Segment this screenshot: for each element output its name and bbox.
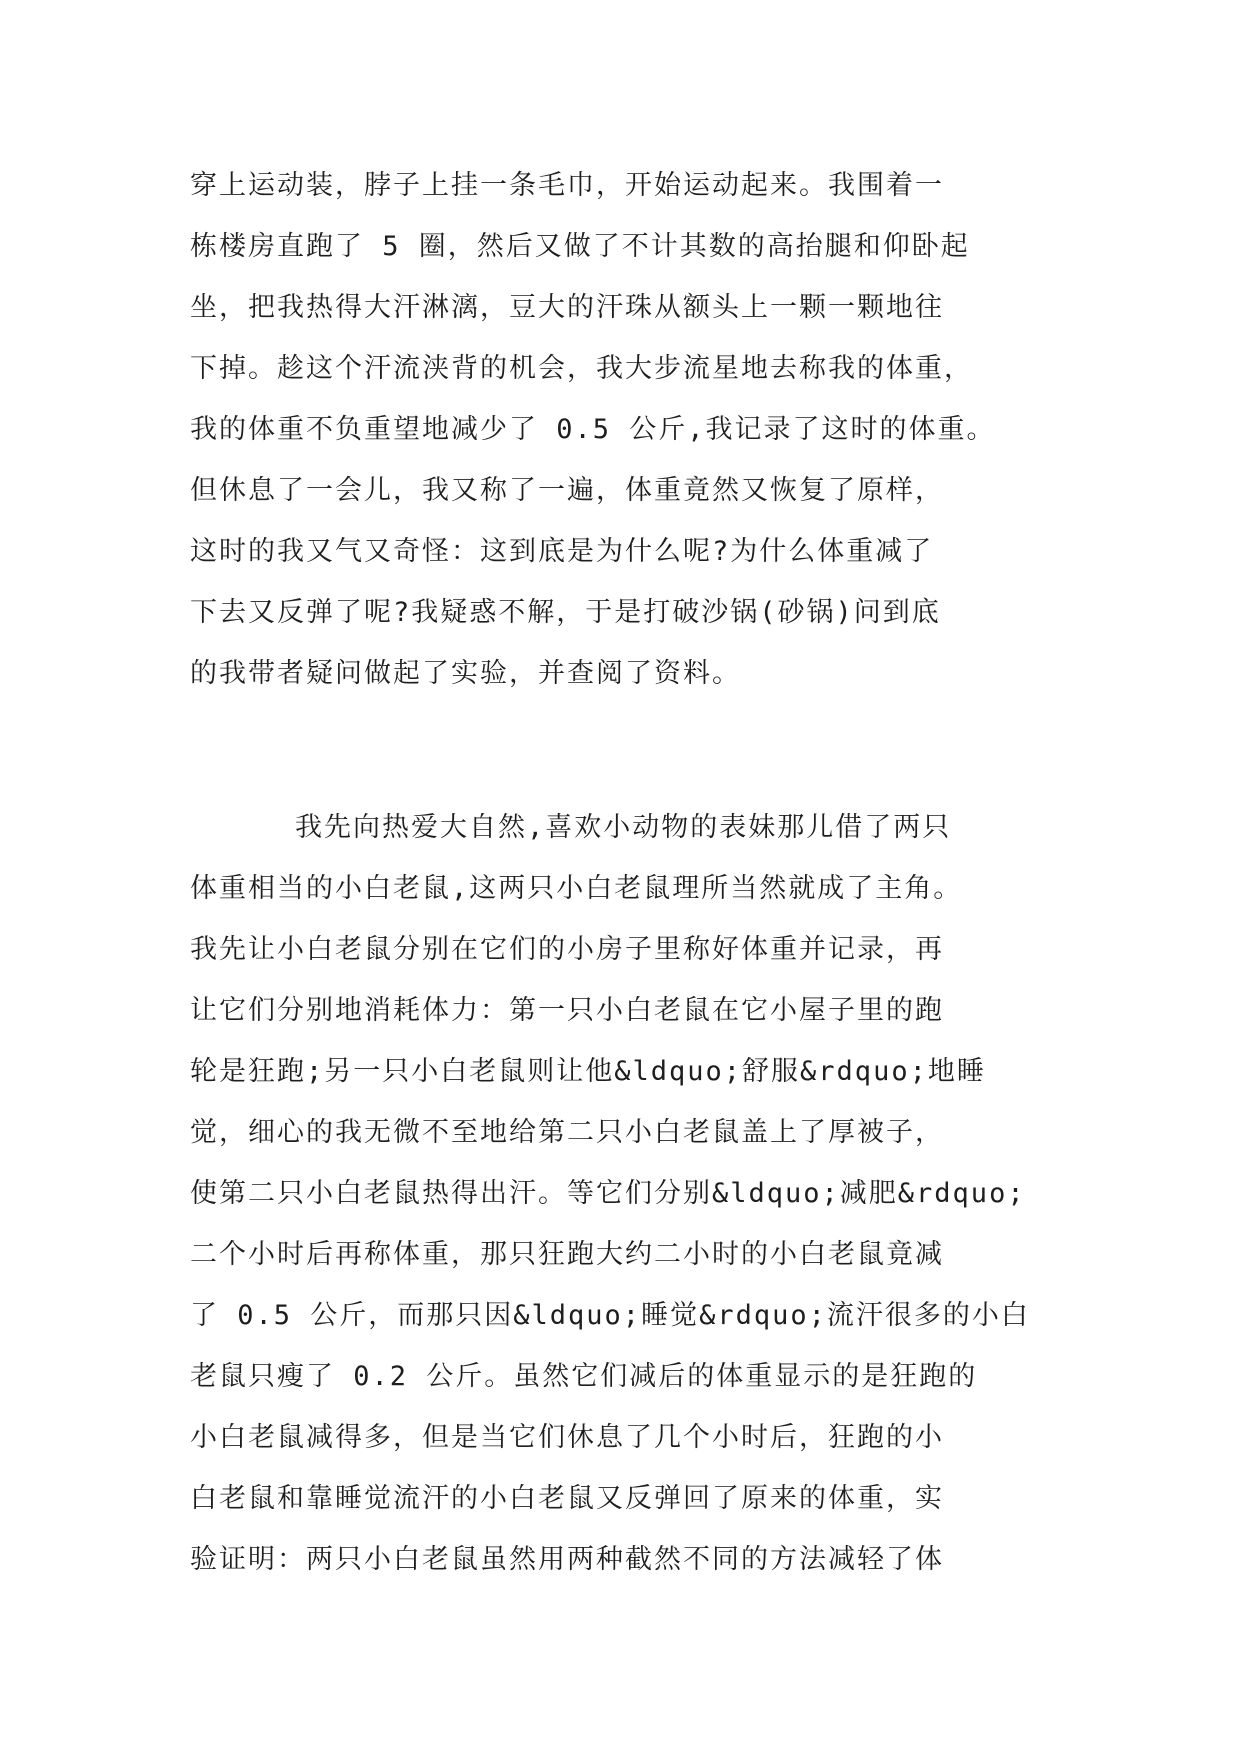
text-line: 让它们分别地消耗体力：第一只小白老鼠在它小屋子里的跑 — [190, 995, 944, 1026]
text-line: 轮是狂跑;另一只小白老鼠则让他&ldquo;舒服&rdquo;地睡 — [190, 1056, 986, 1087]
text-line: 的我带者疑问做起了实验，并查阅了资料。 — [190, 658, 741, 689]
text-line: 体重相当的小白老鼠,这两只小白老鼠理所当然就成了主角。 — [190, 873, 963, 904]
text-line: 下去又反弹了呢?我疑惑不解，于是打破沙锅(砂锅)问到底 — [190, 597, 941, 628]
text-line: 穿上运动装，脖子上挂一条毛巾，开始运动起来。我围着一 — [190, 170, 944, 201]
text-line: 我先让小白老鼠分别在它们的小房子里称好体重并记录，再 — [190, 934, 944, 965]
text-line: 坐，把我热得大汗淋漓，豆大的汗珠从额头上一颗一颗地往 — [190, 292, 944, 323]
text-line: 白老鼠和靠睡觉流汗的小白老鼠又反弹回了原来的体重，实 — [190, 1483, 944, 1514]
text-line: 但休息了一会儿，我又称了一遍，体重竟然又恢复了原样， — [190, 475, 944, 506]
text-line: 使第二只小白老鼠热得出汗。等它们分别&ldquo;减肥&rdquo; — [190, 1178, 1026, 1209]
text-line: 了 0.5 公斤，而那只因&ldquo;睡觉&rdquo;流汗很多的小白 — [190, 1300, 1030, 1331]
text-line: 老鼠只瘦了 0.2 公斤。虽然它们减后的体重显示的是狂跑的 — [190, 1361, 978, 1392]
text-line: 验证明：两只小白老鼠虽然用两种截然不同的方法减轻了体 — [190, 1544, 944, 1575]
text-line: 小白老鼠减得多，但是当它们休息了几个小时后，狂跑的小 — [190, 1422, 944, 1453]
text-line: 栋楼房直跑了 5 圈，然后又做了不计其数的高抬腿和仰卧起 — [190, 231, 970, 262]
text-line-indented: 我先向热爱大自然,喜欢小动物的表妹那儿借了两只 — [295, 812, 952, 843]
text-line: 下掉。趁这个汗流浃背的机会，我大步流星地去称我的体重， — [190, 353, 973, 384]
paragraph-mouse-experiment — [190, 797, 1070, 1590]
text-line: 我的体重不负重望地减少了 0.5 公斤,我记录了这时的体重。 — [190, 414, 996, 445]
text-line: 这时的我又气又奇怪：这到底是为什么呢?为什么体重减了 — [190, 536, 934, 567]
paragraph-exercise-experience — [190, 155, 1070, 704]
text-line: 二个小时后再称体重，那只狂跑大约二小时的小白老鼠竟减 — [190, 1239, 944, 1270]
text-line: 觉，细心的我无微不至地给第二只小白老鼠盖上了厚被子， — [190, 1117, 944, 1148]
